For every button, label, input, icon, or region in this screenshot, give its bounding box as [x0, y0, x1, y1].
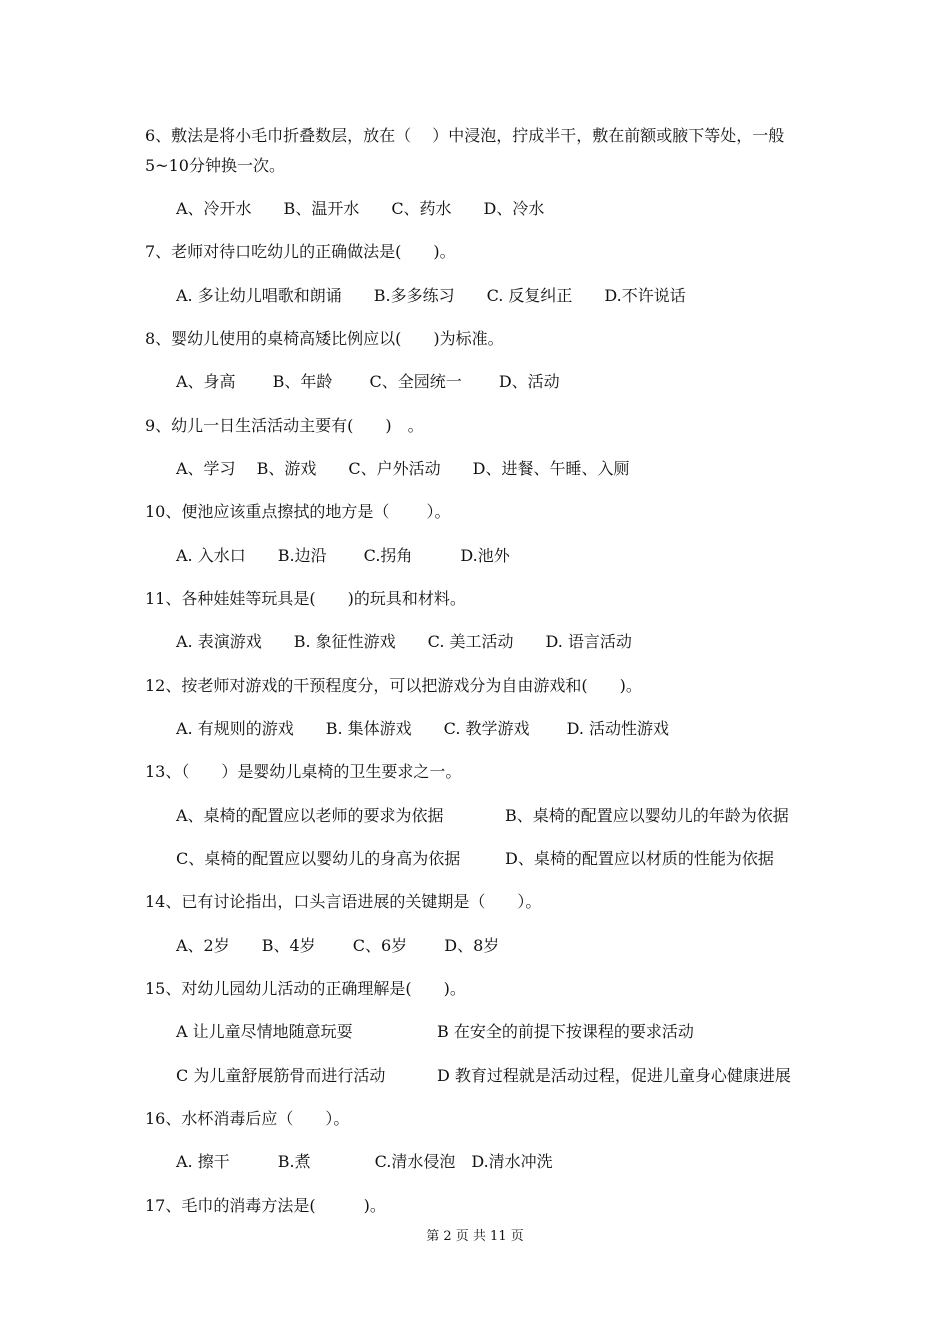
question-17-stem: 17、毛巾的消毒方法是( )。	[145, 1196, 386, 1215]
question-8-options: A、身高 B、年龄 C、全园统一 D、活动	[176, 372, 560, 391]
question-10-options: A. 入水口 B.边沿 C.拐角 D.池外	[176, 546, 510, 565]
question-11-stem: 11、各种娃娃等玩具是( )的玩具和材料。	[145, 589, 466, 608]
question-13-option-d: D、桌椅的配置应以材质的性能为依据	[505, 849, 774, 868]
question-15-option-a: A 让儿童尽情地随意玩耍	[176, 1022, 353, 1041]
question-9-stem: 9、幼儿一日生活活动主要有( ) 。	[145, 416, 424, 435]
question-16-stem: 16、水杯消毒后应（ ）。	[145, 1109, 350, 1128]
question-12-stem: 12、按老师对游戏的干预程度分，可以把游戏分为自由游戏和( )。	[145, 676, 642, 695]
question-14-options: A、2岁 B、4岁 C、6岁 D、8岁	[176, 936, 500, 955]
question-12-options: A. 有规则的游戏 B. 集体游戏 C. 教学游戏 D. 活动性游戏	[176, 719, 670, 738]
question-13-stem: 13、（ ）是婴幼儿桌椅的卫生要求之一。	[145, 762, 462, 781]
question-15-option-d: D 教育过程就是活动过程，促进儿童身心健康进展	[437, 1066, 791, 1085]
question-13-option-a: A、桌椅的配置应以老师的要求为依据	[176, 806, 444, 825]
question-13-option-b: B、桌椅的配置应以婴幼儿的年龄为依据	[505, 806, 789, 825]
question-6-stem-line2: 5~10分钟换一次。	[145, 156, 285, 175]
question-7-stem: 7、老师对待口吃幼儿的正确做法是( )。	[145, 242, 456, 261]
page-number-footer: 第 2 页 共 11 页	[426, 1229, 524, 1244]
question-6-options: A、冷开水 B、温开水 C、药水 D、冷水	[176, 199, 545, 218]
question-14-stem: 14、已有讨论指出，口头言语进展的关键期是（ ）。	[145, 892, 542, 911]
question-9-options: A、学习 B、游戏 C、户外活动 D、进餐、午睡、入厕	[176, 459, 630, 478]
question-7-options: A. 多让幼儿唱歌和朗诵 B.多多练习 C. 反复纠正 D.不许说话	[176, 286, 686, 305]
question-15-stem: 15、对幼儿园幼儿活动的正确理解是( )。	[145, 979, 466, 998]
question-15-option-c: C 为儿童舒展筋骨而进行活动	[176, 1066, 386, 1085]
question-15-option-b: B 在安全的前提下按课程的要求活动	[437, 1022, 694, 1041]
question-16-options: A. 擦干 B.煮 C.清水侵泡 D.清水冲洗	[176, 1152, 553, 1171]
question-8-stem: 8、婴幼儿使用的桌椅高矮比例应以( )为标准。	[145, 329, 504, 348]
question-11-options: A. 表演游戏 B. 象征性游戏 C. 美工活动 D. 语言活动	[176, 632, 632, 651]
question-13-option-c: C、桌椅的配置应以婴幼儿的身高为依据	[176, 849, 461, 868]
question-6-stem-line1: 6、敷法是将小毛巾折叠数层，放在（ ）中浸泡，拧成半干，敷在前额或腋下等处，一般	[145, 126, 785, 145]
question-10-stem: 10、便池应该重点擦拭的地方是（ ）。	[145, 502, 451, 521]
